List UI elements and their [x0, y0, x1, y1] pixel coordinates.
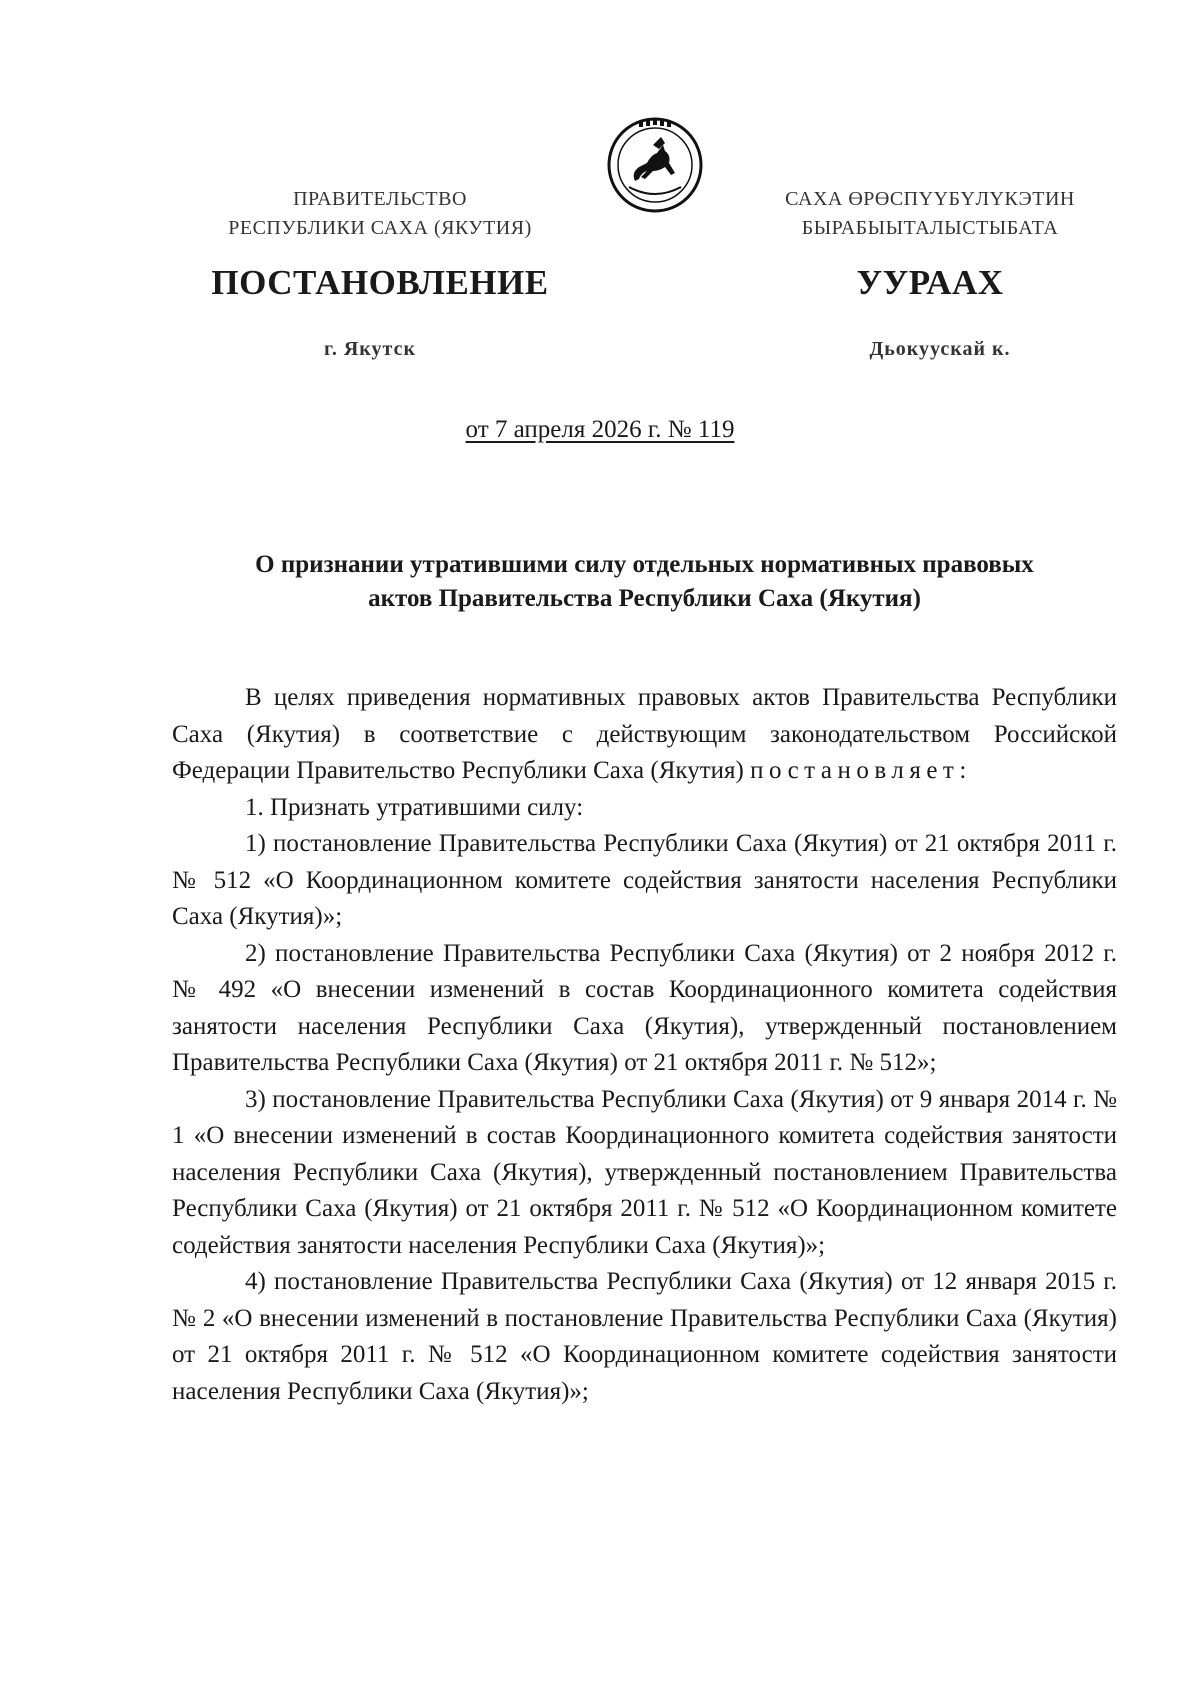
document-title [172, 548, 1117, 616]
doc-type-russian: ПОСТАНОВЛЕНИЕ [211, 263, 549, 302]
document-title-line2: актов Правительства Республики Саха (Якутия) [368, 585, 921, 612]
sakha-coat-of-arms-icon [605, 115, 705, 215]
issuer-russian-line2: РЕСПУБЛИКИ САХА (ЯКУТИЯ) [228, 217, 532, 239]
preamble-paragraph [172, 680, 1117, 790]
list-item: 3) постановление Правительства Республики Саха (Якутия) от 9 января 2014 г. № 1 «О внесении изменений в состав Координационного комитета содействия занятости населения Республики Саха (Якутия), утвержденный постановлением Правительства Республики Саха (Якутия) от 21 октября 2011 г. № 512 «О Координационном комитете содействия занятости населения Республики Саха (Якутия)»; [172, 1085, 1117, 1259]
list-item: 1) постановление Правительства Республики Саха (Якутия) от 21 октября 2011 г. № 512 «О Координационном комитете содействия занятости населения Республики Саха (Якутия)»; [172, 830, 1117, 930]
issuer-sakha [740, 185, 1120, 243]
date-number-text: от 7 апреля 2026 г. № 119 [465, 416, 735, 443]
issuer-sakha-line2: БЫРАБЫЫТАЛЫСТЫБАТА [801, 217, 1059, 239]
point-1: 1. Признать утратившими силу: [245, 793, 584, 821]
issuer-russian-line1: ПРАВИТЕЛЬСТВО [293, 188, 467, 210]
preamble-text: В целях приведения нормативных правовых актов Правительства Республики Саха (Якутия) в соответствие с действующим законодательством Российской Федерации Правительство Республики Саха (Якутия) [172, 684, 1117, 784]
issuer-russian [190, 185, 570, 243]
issuer-sakha-line1: САХА ӨРӨСПҮҮБҮЛҮКЭТИН [785, 188, 1075, 210]
date-number-line [0, 416, 1200, 444]
decree-word: постановляет: [750, 757, 972, 784]
list-item: 4) постановление Правительства Республики Саха (Якутия) от 12 января 2015 г. № 2 «О внесении изменений в постановление Правительства Республики Саха (Якутия) от 21 октября 2011 г. № 512 «О Координационном комитете содействия занятости населения Республики Саха (Якутия)»; [172, 1268, 1117, 1405]
city-sakha: Дьокуускай к. [869, 338, 1011, 360]
document-body [172, 680, 1117, 1410]
document-title-line1: О признании утратившими силу отдельных нормативных правовых [255, 551, 1034, 578]
list-item: 2) постановление Правительства Республики Саха (Якутия) от 2 ноября 2012 г. № 492 «О внесении изменений в состав Координационного комитета содействия занятости населения Республики Саха (Якутия), утвержденный постановлением Правительства Республики Саха (Якутия) от 21 октября 2011 г. № 512»; [172, 939, 1117, 1076]
city-russian: г. Якутск [324, 338, 416, 360]
doc-type-sakha: УУРААХ [856, 263, 1004, 302]
